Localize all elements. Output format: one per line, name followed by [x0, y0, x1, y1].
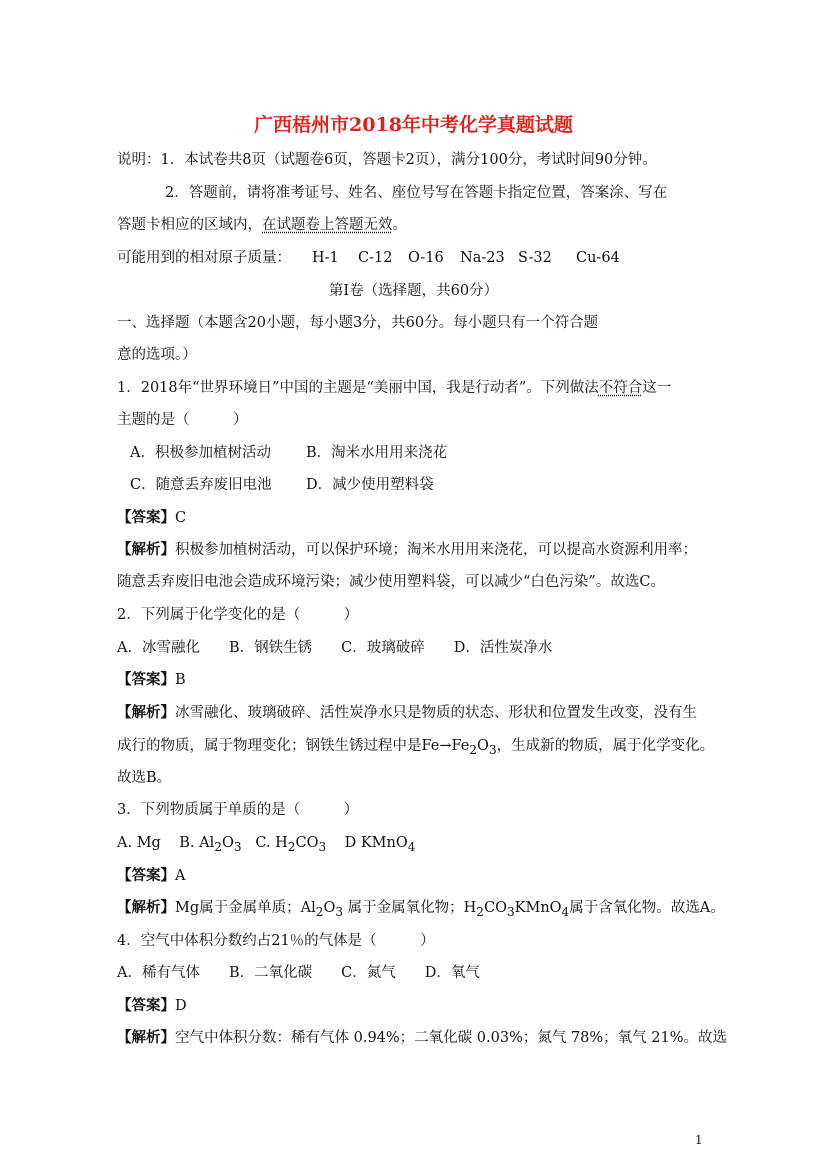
analysis-text: O	[323, 900, 336, 916]
q3-analysis	[117, 898, 725, 922]
q4-answer	[117, 996, 187, 1016]
subscript: 2	[214, 839, 222, 854]
answer-value: C	[175, 510, 187, 526]
q4-options: A．稀有气体 B．二氧化碳 C．氮气 D．氧气	[117, 965, 480, 981]
instructions-text: 答题卡相应的区域内，	[117, 217, 262, 233]
q2-analysis-line-3: 故选B。	[117, 770, 172, 786]
q3-answer	[117, 866, 185, 886]
answer-value: A	[175, 868, 186, 884]
q2-analysis	[117, 703, 697, 723]
analysis-text: 属于金属氧化物；H	[343, 900, 477, 916]
mass-item: H-1	[312, 250, 339, 266]
q1-option-c: C．随意丢弃废旧电池	[130, 477, 272, 493]
answer-value: B	[175, 672, 186, 688]
subscript: 2	[287, 839, 296, 854]
q2-answer	[117, 670, 186, 690]
instructions-line-3	[117, 215, 407, 235]
q1-option-b: B．淘米水用用来浇花	[306, 445, 448, 461]
analysis-text: 属于含氧化物。故选A。	[569, 900, 725, 916]
analysis-label: 【解析】	[117, 1029, 175, 1046]
mass-item: C-12	[358, 250, 393, 266]
subscript: 3	[318, 839, 327, 854]
mass-item: Cu-64	[576, 250, 620, 266]
analysis-text: Mg属于金属单质；Al	[175, 900, 316, 916]
subscript: 3	[506, 904, 515, 919]
atomic-masses-label: 可能用到的相对原子质量：	[117, 250, 291, 266]
analysis-text: KMnO	[514, 900, 562, 916]
analysis-text: O	[477, 738, 489, 754]
q1-answer	[117, 508, 186, 528]
section-title: 第Ⅰ卷（选择题，共60分）	[328, 283, 499, 299]
subscript: 4	[561, 904, 570, 919]
q4-stem: 4．空气中体积分数约占21％的气体是（ ）	[117, 933, 435, 949]
analysis-text: 成行的物质，属于物理变化；钢铁生锈过程中是Fe→Fe	[117, 738, 470, 754]
analysis-text: 空气中体积分数：稀有气体 0.94%；二氧化碳 0.03%；氮气 78%；氧气 21%。故选	[175, 1030, 728, 1046]
analysis-text: 积极参加植树活动，可以保护环境；淘米水用用来浇花，可以提高水资源利用率；	[175, 542, 697, 558]
analysis-label: 【解析】	[117, 704, 175, 721]
q1-analysis	[117, 540, 697, 560]
atomic-masses	[117, 248, 620, 268]
instructions-emphasis: 在试题卷上答题无效	[262, 217, 393, 233]
q1-stem-a: 1．2018年“世界环境日”中国的主题是“美丽中国，我是行动者”。下列做法	[117, 380, 599, 396]
q1-stem	[117, 378, 671, 398]
page-title: 广西梧州市2018年中考化学真题试题	[254, 114, 573, 136]
analysis-text: ，生成新的物质，属于化学变化。	[496, 738, 715, 754]
subscript: 3	[488, 742, 497, 757]
answer-label: 【答案】	[117, 867, 175, 884]
instructions-end: 。	[392, 217, 407, 233]
option-text: O	[221, 835, 234, 851]
page-number: 1	[695, 1133, 703, 1147]
analysis-text: 冰雪融化、玻璃破碎、活性炭净水只是物质的状态、形状和位置发生改变，没有生	[175, 705, 697, 721]
q3-option-a: A. Mg	[117, 835, 161, 851]
subscript: 2	[469, 742, 478, 757]
q2-stem: 2．下列属于化学变化的是（ ）	[117, 607, 359, 623]
answer-label: 【答案】	[117, 509, 175, 526]
subscript: 4	[407, 839, 416, 854]
analysis-label: 【解析】	[117, 899, 175, 916]
q2-analysis-line-2	[117, 736, 714, 760]
q1-stem-line-2: 主题的是（ ）	[117, 412, 248, 428]
mass-item: Na-23	[460, 250, 505, 266]
q2-options: A．冰雪融化 B．钢铁生锈 C．玻璃破碎 D．活性炭净水	[117, 640, 553, 656]
mass-item: O-16	[408, 250, 444, 266]
option-text: C. H	[255, 835, 288, 851]
part1-line-1: 一、选择题（本题含20小题，每小题3分，共60分。每小题只有一个符合题	[117, 315, 599, 331]
q1-analysis-line-2: 随意丢弃废旧电池会造成环境污染；减少使用塑料袋，可以减少“白色污染”。故选C。	[117, 574, 665, 590]
subscript: 3	[335, 904, 344, 919]
q1-option-d: D．减少使用塑料袋	[306, 477, 434, 493]
answer-value: D	[175, 998, 187, 1014]
analysis-text: CO	[483, 900, 507, 916]
q3-option-b	[179, 835, 242, 854]
option-text: B. Al	[179, 835, 215, 851]
instructions-line-2: 2．答题前，请将准考证号、姓名、座位号写在答题卡指定位置，答案涂、写在	[165, 185, 668, 201]
q1-option-a: A．积极参加植树活动	[130, 445, 271, 461]
instructions-line-1: 说明：1．本试卷共8页（试题卷6页，答题卡2页），满分100分，考试时间90分钟。	[117, 152, 657, 168]
subscript: 2	[315, 904, 324, 919]
q1-stem-b: 这一	[642, 380, 672, 396]
analysis-label: 【解析】	[117, 541, 175, 558]
q3-stem: 3．下列物质属于单质的是（ ）	[117, 802, 359, 818]
answer-label: 【答案】	[117, 671, 175, 688]
answer-label: 【答案】	[117, 997, 175, 1014]
q3-option-c	[255, 835, 327, 854]
q3-options	[117, 833, 415, 857]
subscript: 2	[476, 904, 484, 919]
option-text: D KMnO	[344, 835, 408, 851]
q3-option-d	[344, 835, 416, 854]
part1-line-2: 意的选项。）	[117, 347, 197, 363]
mass-item: S-32	[518, 250, 552, 266]
q4-analysis	[117, 1028, 727, 1048]
option-text: CO	[295, 835, 319, 851]
subscript: 3	[233, 839, 242, 854]
q1-stem-emphasis: 不符合	[598, 380, 643, 396]
